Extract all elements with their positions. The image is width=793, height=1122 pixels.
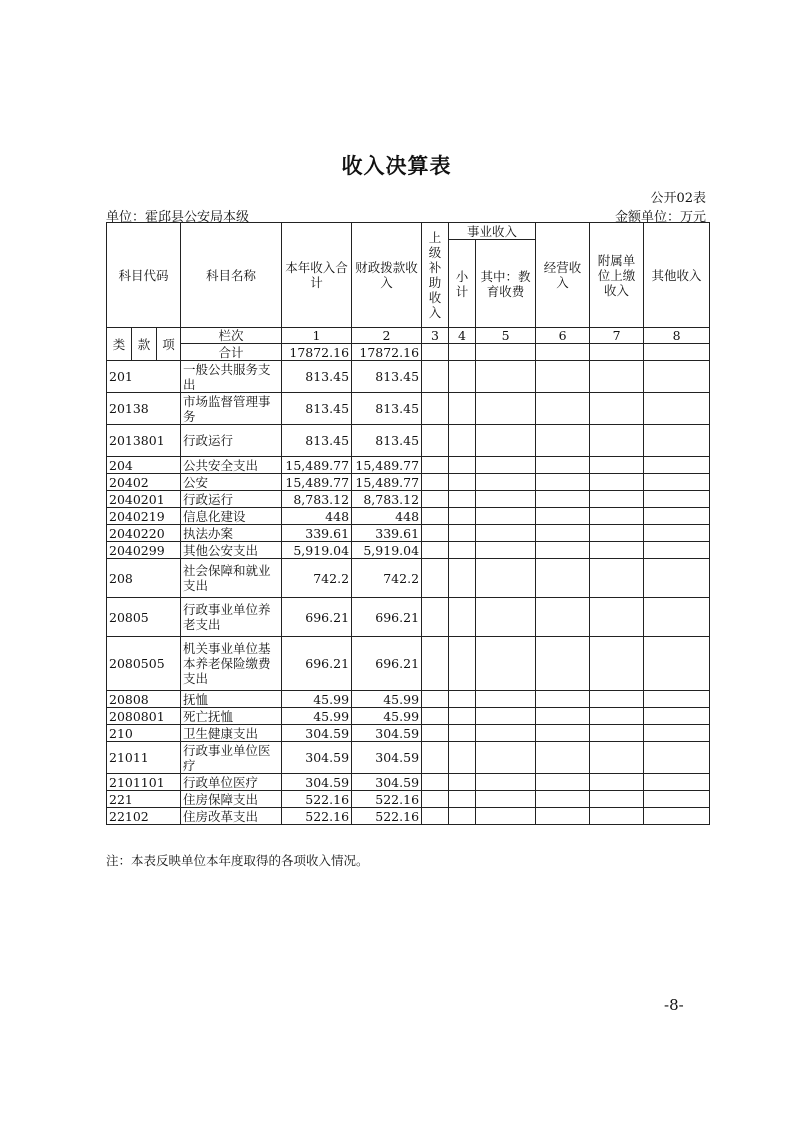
subject-name: 行政事业单位医疗 bbox=[181, 742, 282, 774]
subject-name: 其他公安支出 bbox=[181, 542, 282, 559]
col-num: 4 bbox=[449, 328, 476, 344]
empty-cell bbox=[536, 542, 590, 559]
fiscal-amount: 522.16 bbox=[352, 808, 422, 825]
empty-cell bbox=[476, 474, 536, 491]
empty-cell bbox=[422, 559, 449, 598]
subject-name: 一般公共服务支出 bbox=[181, 361, 282, 393]
subject-name: 公共安全支出 bbox=[181, 457, 282, 474]
header-business-income: 事业收入 bbox=[449, 223, 536, 240]
total-amount: 45.99 bbox=[282, 708, 352, 725]
empty-cell bbox=[536, 708, 590, 725]
subject-code: 2040201 bbox=[107, 491, 181, 508]
col-num: 5 bbox=[476, 328, 536, 344]
fiscal-amount: 15,489.77 bbox=[352, 474, 422, 491]
empty-cell bbox=[590, 474, 644, 491]
empty-cell bbox=[422, 742, 449, 774]
header-column-order: 栏次 bbox=[181, 328, 282, 344]
col-num: 8 bbox=[644, 328, 710, 344]
empty-cell bbox=[536, 691, 590, 708]
total-amount: 813.45 bbox=[282, 361, 352, 393]
empty-cell bbox=[422, 691, 449, 708]
empty-cell bbox=[536, 474, 590, 491]
table-row bbox=[107, 791, 710, 808]
subject-name: 行政单位医疗 bbox=[181, 774, 282, 791]
empty-cell bbox=[644, 637, 710, 691]
subject-name: 公安 bbox=[181, 474, 282, 491]
subject-code: 20805 bbox=[107, 598, 181, 637]
empty-cell bbox=[590, 525, 644, 542]
fiscal-amount: 448 bbox=[352, 508, 422, 525]
subject-code: 22102 bbox=[107, 808, 181, 825]
col-num: 1 bbox=[282, 328, 352, 344]
empty-cell bbox=[644, 808, 710, 825]
fiscal-amount: 304.59 bbox=[352, 774, 422, 791]
header-name: 科目名称 bbox=[181, 223, 282, 328]
empty-cell bbox=[449, 791, 476, 808]
empty-cell bbox=[536, 637, 590, 691]
empty-cell bbox=[449, 598, 476, 637]
empty-cell bbox=[476, 361, 536, 393]
empty-cell bbox=[536, 457, 590, 474]
total-label: 合计 bbox=[181, 344, 282, 361]
empty-cell bbox=[449, 474, 476, 491]
header-code: 科目代码 bbox=[107, 223, 181, 328]
subject-code: 204 bbox=[107, 457, 181, 474]
subject-code: 20402 bbox=[107, 474, 181, 491]
total-amount: 15,489.77 bbox=[282, 474, 352, 491]
subject-code: 201 bbox=[107, 361, 181, 393]
empty-cell bbox=[476, 637, 536, 691]
subject-code: 210 bbox=[107, 725, 181, 742]
subject-name: 执法办案 bbox=[181, 525, 282, 542]
empty-cell bbox=[449, 742, 476, 774]
empty-cell bbox=[536, 508, 590, 525]
empty-cell bbox=[449, 708, 476, 725]
subject-name: 行政事业单位养老支出 bbox=[181, 598, 282, 637]
empty-cell bbox=[644, 491, 710, 508]
table-row bbox=[107, 774, 710, 791]
subject-name: 住房保障支出 bbox=[181, 791, 282, 808]
subject-code: 221 bbox=[107, 791, 181, 808]
income-statement-table bbox=[106, 222, 710, 825]
total-amount: 45.99 bbox=[282, 691, 352, 708]
empty-cell bbox=[476, 457, 536, 474]
subject-code: 2040220 bbox=[107, 525, 181, 542]
total-amount: 17872.16 bbox=[282, 344, 352, 361]
empty-cell bbox=[476, 808, 536, 825]
amount-unit: 金额单位：万元 bbox=[614, 210, 706, 225]
subject-code: 2040299 bbox=[107, 542, 181, 559]
empty-cell bbox=[644, 742, 710, 774]
empty-cell bbox=[644, 708, 710, 725]
col-num: 3 bbox=[422, 328, 449, 344]
subject-name: 行政运行 bbox=[181, 491, 282, 508]
header-subtotal: 小计 bbox=[449, 240, 476, 328]
empty-cell bbox=[644, 542, 710, 559]
empty-cell bbox=[476, 425, 536, 457]
empty-cell bbox=[422, 361, 449, 393]
total-amount: 15,489.77 bbox=[282, 457, 352, 474]
empty-cell bbox=[644, 508, 710, 525]
subject-name: 死亡抚恤 bbox=[181, 708, 282, 725]
empty-cell bbox=[536, 742, 590, 774]
table-row bbox=[107, 691, 710, 708]
fiscal-amount: 45.99 bbox=[352, 691, 422, 708]
empty-cell bbox=[590, 691, 644, 708]
empty-cell bbox=[449, 542, 476, 559]
total-amount: 522.16 bbox=[282, 791, 352, 808]
subject-code: 2101101 bbox=[107, 774, 181, 791]
empty-cell bbox=[449, 393, 476, 425]
total-fiscal: 17872.16 bbox=[352, 344, 422, 361]
empty-cell bbox=[644, 425, 710, 457]
total-amount: 304.59 bbox=[282, 742, 352, 774]
empty-cell bbox=[422, 708, 449, 725]
empty-cell bbox=[590, 774, 644, 791]
col-num: 2 bbox=[352, 328, 422, 344]
empty-cell bbox=[422, 393, 449, 425]
subject-name: 机关事业单位基本养老保险缴费支出 bbox=[181, 637, 282, 691]
subject-code: 20138 bbox=[107, 393, 181, 425]
fiscal-amount: 813.45 bbox=[352, 393, 422, 425]
empty-cell bbox=[536, 559, 590, 598]
empty-cell bbox=[476, 559, 536, 598]
subject-name: 社会保障和就业支出 bbox=[181, 559, 282, 598]
col-num: 6 bbox=[536, 328, 590, 344]
empty-cell bbox=[590, 598, 644, 637]
empty-cell bbox=[422, 598, 449, 637]
empty-cell bbox=[422, 457, 449, 474]
total-amount: 304.59 bbox=[282, 774, 352, 791]
fiscal-amount: 813.45 bbox=[352, 361, 422, 393]
empty-cell bbox=[536, 361, 590, 393]
fiscal-amount: 696.21 bbox=[352, 637, 422, 691]
header-operating: 经营收入 bbox=[536, 223, 590, 328]
empty-cell bbox=[476, 542, 536, 559]
empty-cell bbox=[449, 725, 476, 742]
empty-cell bbox=[644, 457, 710, 474]
total-row bbox=[107, 344, 710, 361]
empty-cell bbox=[590, 791, 644, 808]
empty-cell bbox=[476, 393, 536, 425]
subject-code: 2040219 bbox=[107, 508, 181, 525]
empty-cell bbox=[422, 808, 449, 825]
empty-cell bbox=[536, 808, 590, 825]
total-amount: 813.45 bbox=[282, 425, 352, 457]
empty-cell bbox=[590, 393, 644, 425]
empty-cell bbox=[422, 791, 449, 808]
reporting-unit: 单位：霍邱县公安局本级 bbox=[106, 210, 250, 225]
empty-cell bbox=[422, 774, 449, 791]
empty-cell bbox=[590, 457, 644, 474]
empty-cell bbox=[449, 691, 476, 708]
header-total: 本年收入合计 bbox=[282, 223, 352, 328]
fiscal-amount: 8,783.12 bbox=[352, 491, 422, 508]
table-row bbox=[107, 808, 710, 825]
empty-cell bbox=[422, 525, 449, 542]
empty-cell bbox=[536, 774, 590, 791]
empty-cell bbox=[449, 808, 476, 825]
empty-cell bbox=[449, 525, 476, 542]
empty-cell bbox=[476, 525, 536, 542]
empty-cell bbox=[476, 742, 536, 774]
empty-cell bbox=[536, 393, 590, 425]
empty-cell bbox=[449, 361, 476, 393]
empty-cell bbox=[422, 474, 449, 491]
fiscal-amount: 5,919.04 bbox=[352, 542, 422, 559]
empty-cell bbox=[476, 691, 536, 708]
header-fiscal: 财政拨款收入 bbox=[352, 223, 422, 328]
header-affiliated: 附属单位上缴收入 bbox=[590, 223, 644, 328]
total-amount: 304.59 bbox=[282, 725, 352, 742]
empty-cell bbox=[644, 361, 710, 393]
header-xiang: 项 bbox=[157, 328, 181, 361]
table-row bbox=[107, 708, 710, 725]
empty-cell bbox=[590, 508, 644, 525]
empty-cell bbox=[536, 598, 590, 637]
empty-cell bbox=[644, 774, 710, 791]
fiscal-amount: 304.59 bbox=[352, 725, 422, 742]
fiscal-amount: 813.45 bbox=[352, 425, 422, 457]
table-row bbox=[107, 542, 710, 559]
empty-cell bbox=[449, 637, 476, 691]
table-row bbox=[107, 457, 710, 474]
empty-cell bbox=[449, 491, 476, 508]
table-row bbox=[107, 559, 710, 598]
subject-code: 20808 bbox=[107, 691, 181, 708]
table-row bbox=[107, 425, 710, 457]
subject-name: 行政运行 bbox=[181, 425, 282, 457]
empty-cell bbox=[590, 742, 644, 774]
table-row bbox=[107, 491, 710, 508]
empty-cell bbox=[644, 691, 710, 708]
table-row bbox=[107, 598, 710, 637]
table-row bbox=[107, 742, 710, 774]
empty-cell bbox=[476, 774, 536, 791]
total-amount: 813.45 bbox=[282, 393, 352, 425]
empty-cell bbox=[590, 725, 644, 742]
fiscal-amount: 45.99 bbox=[352, 708, 422, 725]
fiscal-amount: 522.16 bbox=[352, 791, 422, 808]
table-row bbox=[107, 725, 710, 742]
empty-cell bbox=[644, 474, 710, 491]
empty-cell bbox=[590, 425, 644, 457]
empty-cell bbox=[536, 725, 590, 742]
table-row bbox=[107, 393, 710, 425]
empty-cell bbox=[449, 508, 476, 525]
empty-cell bbox=[422, 508, 449, 525]
empty-cell bbox=[644, 725, 710, 742]
header-lei: 类 bbox=[107, 328, 132, 361]
empty-cell bbox=[422, 491, 449, 508]
subject-name: 住房改革支出 bbox=[181, 808, 282, 825]
table-row bbox=[107, 361, 710, 393]
table-note: 注：本表反映单位本年度取得的各项收入情况。 bbox=[106, 853, 369, 868]
header-other: 其他收入 bbox=[644, 223, 710, 328]
empty-cell bbox=[536, 491, 590, 508]
fiscal-amount: 304.59 bbox=[352, 742, 422, 774]
empty-cell bbox=[644, 559, 710, 598]
empty-cell bbox=[590, 808, 644, 825]
total-amount: 8,783.12 bbox=[282, 491, 352, 508]
col-num: 7 bbox=[590, 328, 644, 344]
page-title: 收入决算表 bbox=[341, 154, 452, 178]
empty-cell bbox=[449, 559, 476, 598]
empty-cell bbox=[449, 457, 476, 474]
total-amount: 696.21 bbox=[282, 637, 352, 691]
empty-cell bbox=[644, 393, 710, 425]
subject-code: 2080801 bbox=[107, 708, 181, 725]
total-amount: 742.2 bbox=[282, 559, 352, 598]
subject-code: 2080505 bbox=[107, 637, 181, 691]
empty-cell bbox=[476, 508, 536, 525]
total-amount: 339.61 bbox=[282, 525, 352, 542]
fiscal-amount: 696.21 bbox=[352, 598, 422, 637]
total-amount: 522.16 bbox=[282, 808, 352, 825]
empty-cell bbox=[590, 491, 644, 508]
empty-cell bbox=[536, 425, 590, 457]
empty-cell bbox=[476, 708, 536, 725]
table-row bbox=[107, 508, 710, 525]
subject-name: 抚恤 bbox=[181, 691, 282, 708]
table-row bbox=[107, 525, 710, 542]
empty-cell bbox=[536, 525, 590, 542]
empty-cell bbox=[590, 708, 644, 725]
empty-cell bbox=[644, 791, 710, 808]
fiscal-amount: 742.2 bbox=[352, 559, 422, 598]
page-number: -8- bbox=[664, 996, 684, 1014]
total-amount: 696.21 bbox=[282, 598, 352, 637]
header-education-fee: 其中：教育收费 bbox=[476, 240, 536, 328]
empty-cell bbox=[590, 542, 644, 559]
empty-cell bbox=[476, 725, 536, 742]
empty-cell bbox=[422, 425, 449, 457]
empty-cell bbox=[590, 637, 644, 691]
empty-cell bbox=[422, 542, 449, 559]
header-superior-subsidy: 上级补助收入 bbox=[422, 223, 449, 328]
subject-name: 市场监督管理事务 bbox=[181, 393, 282, 425]
subject-code: 2013801 bbox=[107, 425, 181, 457]
total-amount: 448 bbox=[282, 508, 352, 525]
fiscal-amount: 15,489.77 bbox=[352, 457, 422, 474]
table-row bbox=[107, 474, 710, 491]
empty-cell bbox=[536, 791, 590, 808]
empty-cell bbox=[644, 525, 710, 542]
empty-cell bbox=[590, 361, 644, 393]
empty-cell bbox=[644, 598, 710, 637]
empty-cell bbox=[449, 774, 476, 791]
empty-cell bbox=[422, 725, 449, 742]
table-row bbox=[107, 637, 710, 691]
subject-code: 208 bbox=[107, 559, 181, 598]
form-number: 公开02表 bbox=[650, 191, 706, 206]
empty-cell bbox=[476, 791, 536, 808]
subject-name: 卫生健康支出 bbox=[181, 725, 282, 742]
subject-code: 21011 bbox=[107, 742, 181, 774]
fiscal-amount: 339.61 bbox=[352, 525, 422, 542]
empty-cell bbox=[422, 637, 449, 691]
total-amount: 5,919.04 bbox=[282, 542, 352, 559]
subject-name: 信息化建设 bbox=[181, 508, 282, 525]
empty-cell bbox=[449, 425, 476, 457]
empty-cell bbox=[590, 559, 644, 598]
empty-cell bbox=[476, 491, 536, 508]
header-kuan: 款 bbox=[132, 328, 157, 361]
empty-cell bbox=[476, 598, 536, 637]
